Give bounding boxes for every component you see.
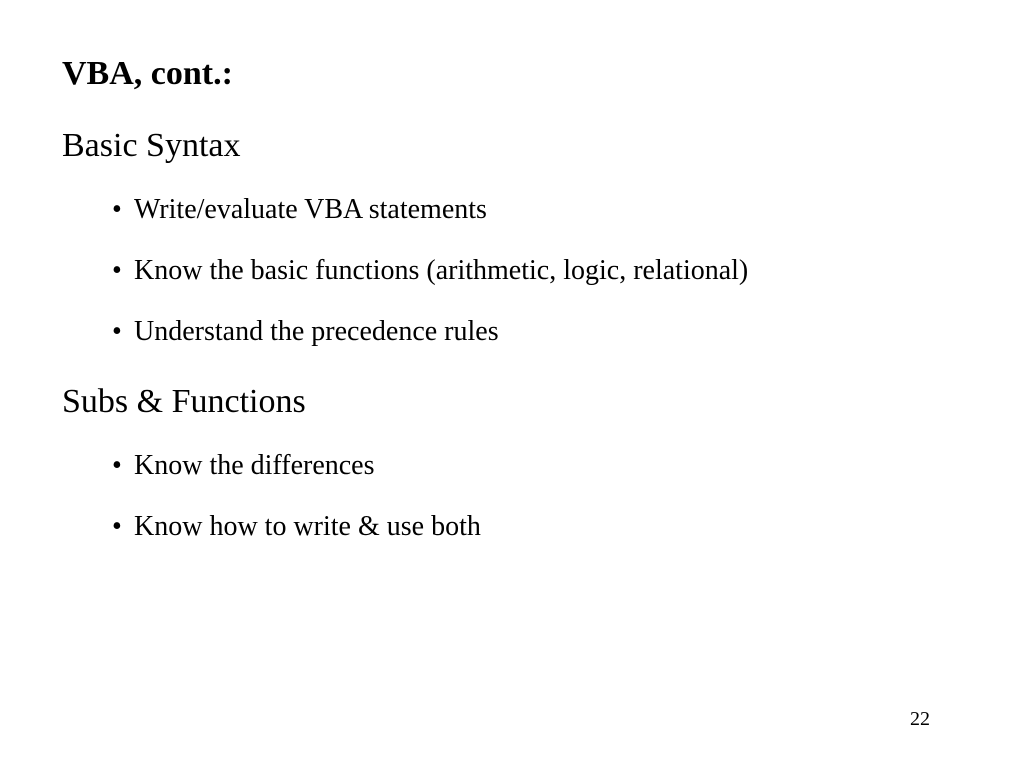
- section-heading-basic-syntax: Basic Syntax: [62, 127, 241, 164]
- bullet-item: [112, 253, 748, 289]
- bullet-marker: •: [112, 450, 122, 481]
- bullet-item: [112, 448, 375, 484]
- slide-title: VBA, cont.:: [62, 55, 233, 92]
- bullet-text: Know the differences: [134, 450, 375, 481]
- bullet-marker: •: [112, 316, 122, 347]
- bullet-marker: •: [112, 194, 122, 225]
- bullet-item: [112, 509, 481, 545]
- bullet-text: Know how to write & use both: [134, 511, 481, 542]
- bullet-text: Understand the precedence rules: [134, 316, 499, 347]
- bullet-item: [112, 192, 487, 228]
- bullet-marker: •: [112, 511, 122, 542]
- page-number: 22: [910, 708, 930, 730]
- bullet-marker: •: [112, 255, 122, 286]
- bullet-item: [112, 314, 499, 350]
- section-heading-subs-functions: Subs & Functions: [62, 383, 306, 420]
- bullet-text: Know the basic functions (arithmetic, logic, relational): [134, 255, 749, 286]
- bullet-text: Write/evaluate VBA statements: [134, 194, 487, 225]
